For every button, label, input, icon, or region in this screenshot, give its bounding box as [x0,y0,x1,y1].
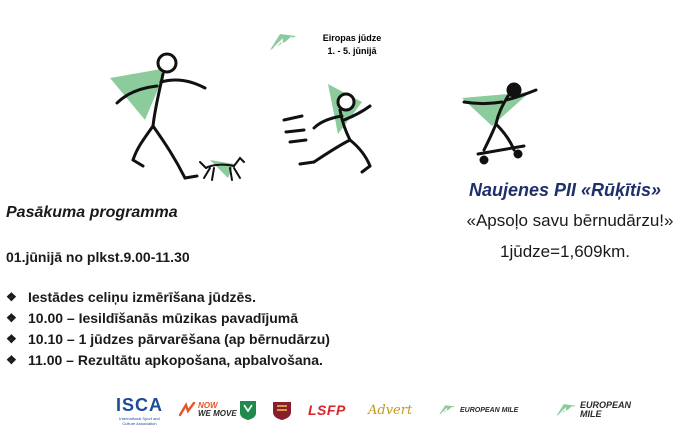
now-we-move-text: WE MOVE [198,409,237,418]
runner-figure-icon [280,82,380,187]
advert-logo [368,395,412,425]
slogan: «Apsoļo savu bērnudārzu!» [466,211,674,230]
event-dates: 1. - 5. jūnijā [327,46,377,56]
program-date: 01.jūnijā no plkst.9.00-11.30 [6,249,190,265]
schedule-item-text: Iestādes celiņu izmērīšana jūdzēs. [28,288,256,305]
advert-logo-text: Advert [368,402,413,418]
bullet-diamond-icon: ❖ [6,310,17,325]
schedule-item [6,328,330,349]
schedule-item-text: 10.00 – Iesildīšanās mūzikas pavadījumā [28,309,299,326]
now-we-move-logo [178,395,237,425]
sport-club-emblem-icon [238,395,258,425]
schedule-item-text: 10.10 – 1 jūdzes pārvarēšana (ap bērnudārzu) [28,330,330,347]
distance-note: 1jūdze=1,609km. [500,242,630,261]
european-mile-text: EUROPEAN [580,400,632,410]
lsfp-logo-text: LSFP [308,402,346,418]
isca-logo-subtitle: International Sport and [119,415,160,421]
european-mile-logo [438,395,518,425]
isca-logo-subtitle: Culture Association [122,420,157,426]
european-mile-text: EUROPEAN MILE [460,406,519,414]
european-mile-logo-icon [555,401,577,419]
bullet-diamond-icon: ❖ [6,289,17,304]
event-header [312,32,392,58]
bullet-diamond-icon: ❖ [6,352,17,367]
isca-logo [116,395,163,425]
event-title: Eiropas jūdze [322,33,382,43]
isca-logo-text: ISCA [116,394,164,415]
european-mile-text: MILE [580,409,602,419]
now-we-move-text: NOW [198,401,218,410]
european-mile-logo-large [555,395,631,425]
program-title: Pasākuma programma [6,204,178,221]
european-mile-logo-icon [268,32,298,57]
coat-of-arms-icon [270,395,294,425]
bullet-diamond-icon: ❖ [6,331,17,346]
skater-figure-icon [452,80,542,175]
lsfp-logo [308,395,346,425]
schedule-item-text: 11.00 – Rezultātu apkopošana, apbalvošana. [28,351,323,368]
now-we-move-icon [178,401,196,419]
schedule-item [6,349,330,370]
schedule-item [6,286,330,307]
dog-figure-icon [198,150,248,190]
schedule-item [6,307,330,328]
european-mile-logo-icon [438,403,456,417]
schedule-list [6,286,330,370]
school-name: Naujenes PII «Rūķītis» [468,180,662,200]
